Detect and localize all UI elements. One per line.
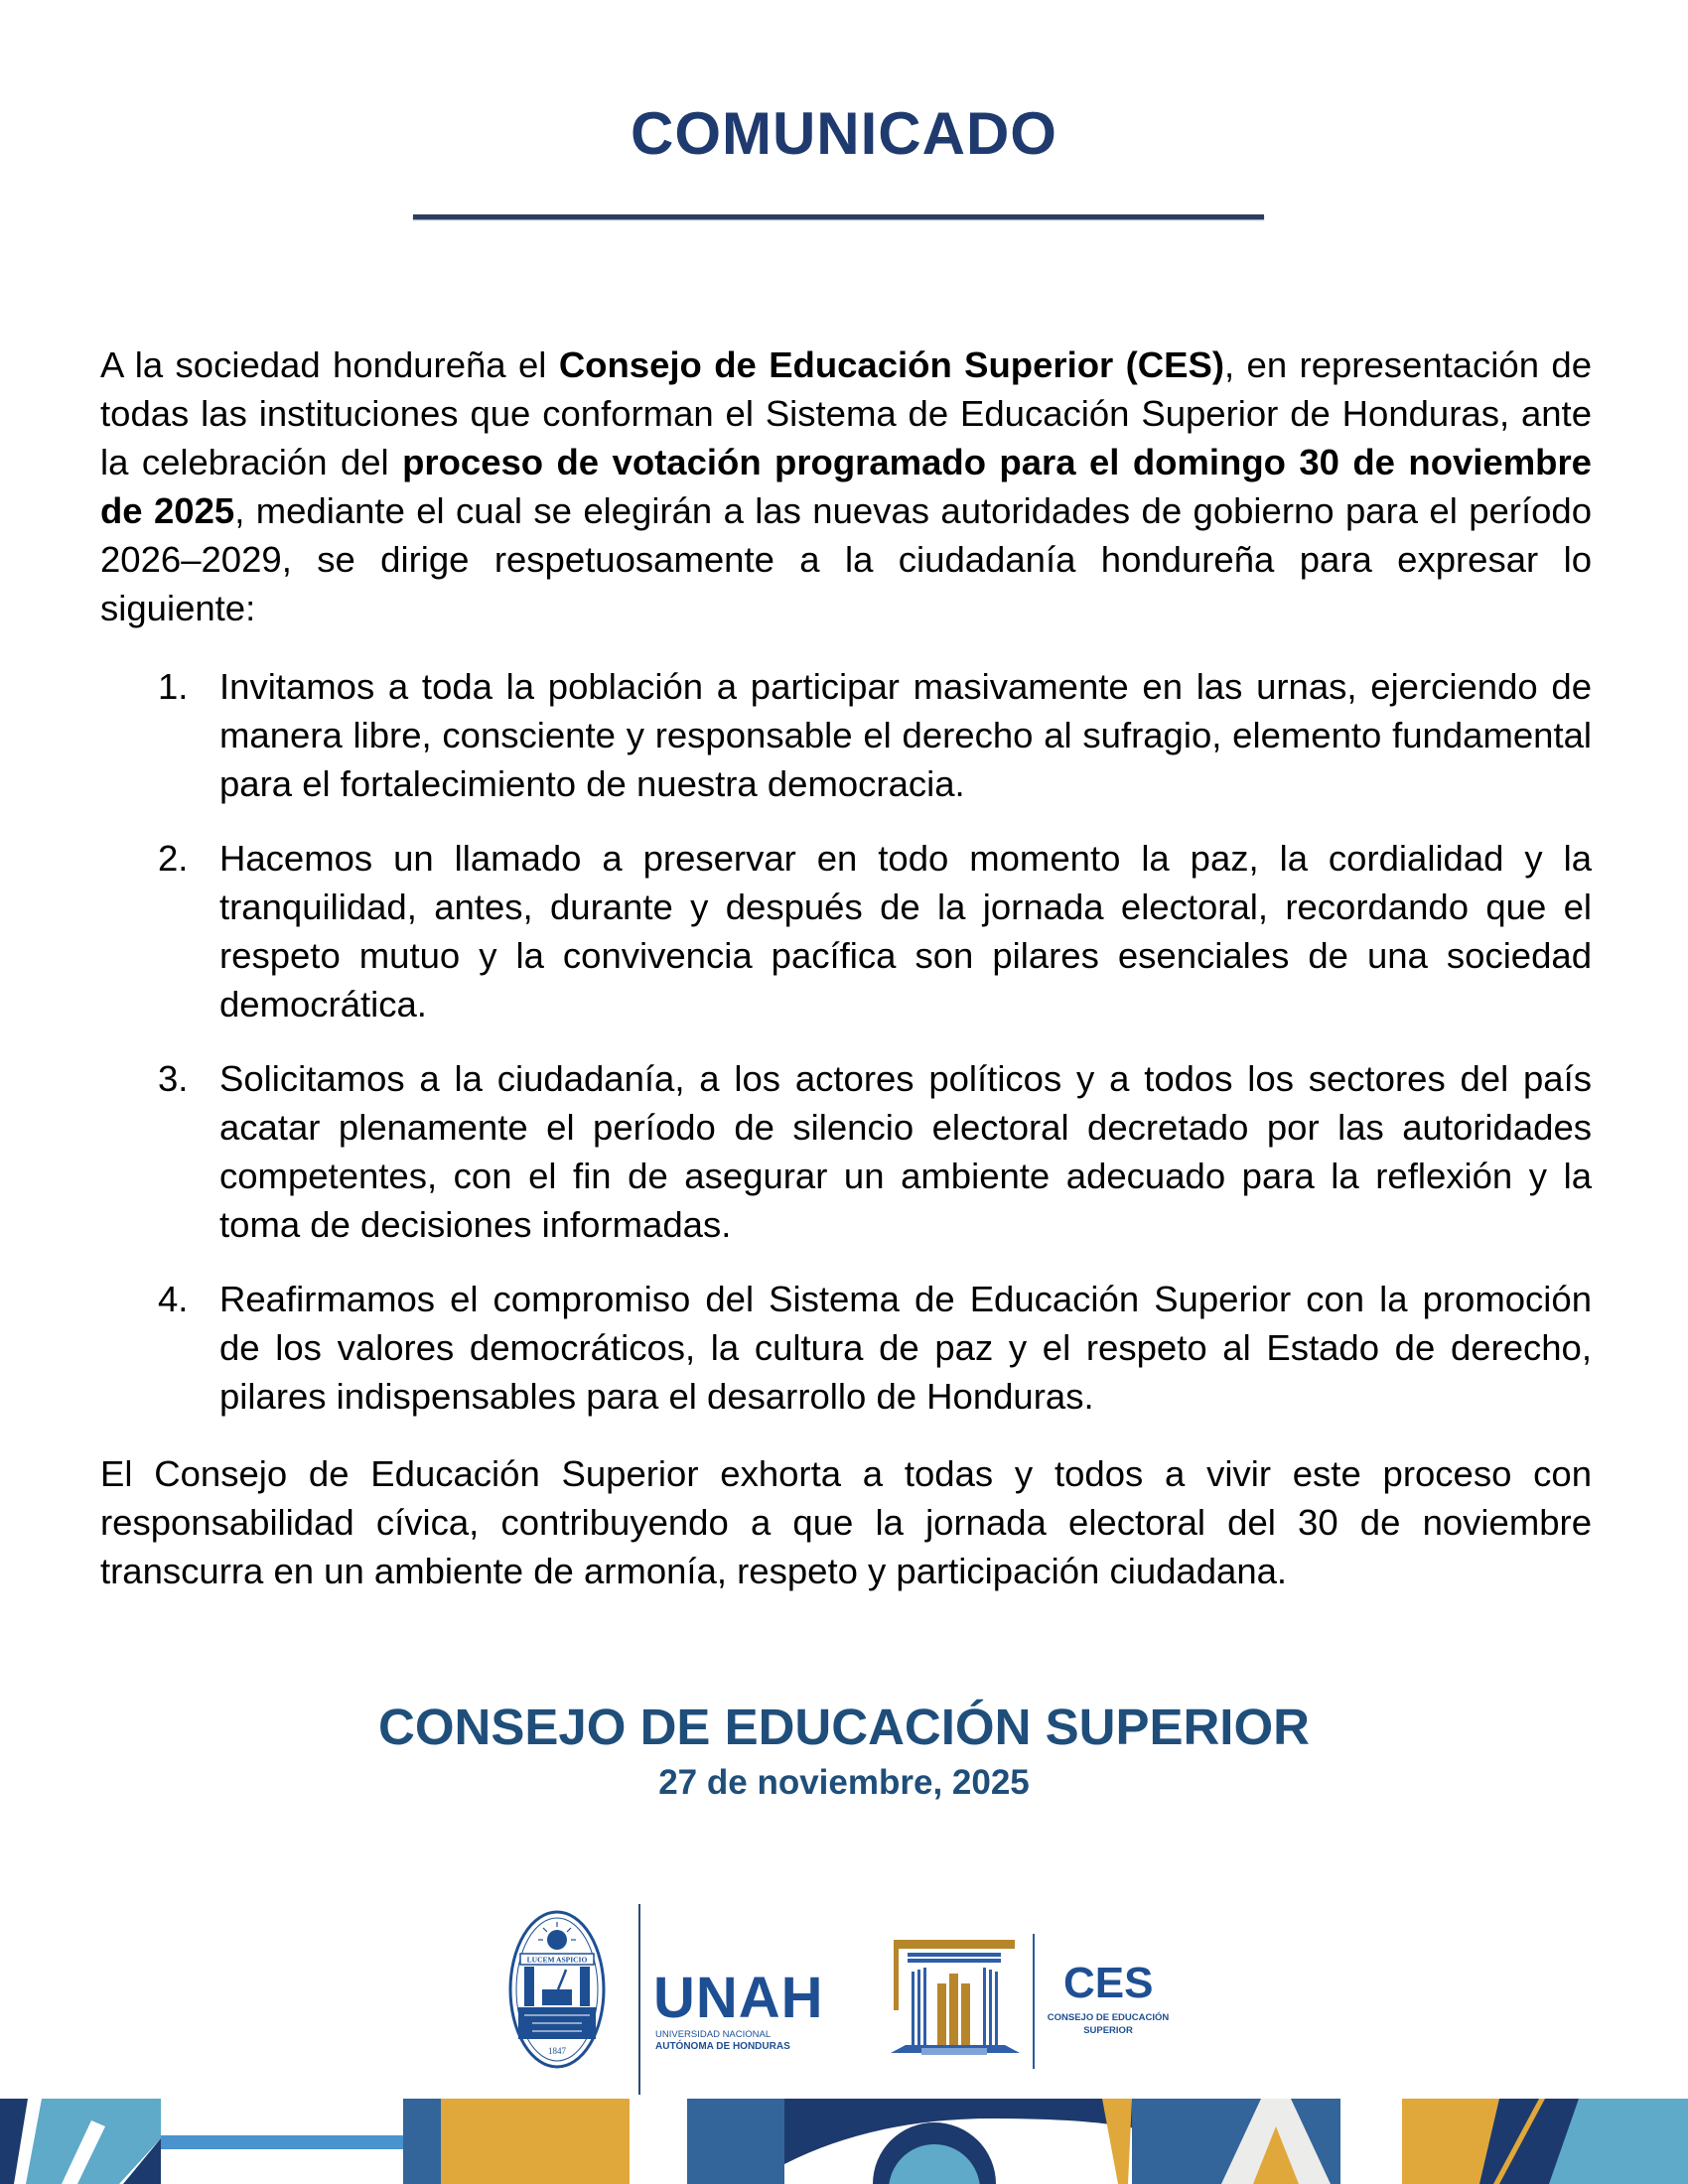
footer-bar-blue [161, 2135, 413, 2149]
signature-organization: CONSEJO DE EDUCACIÓN SUPERIOR [378, 1699, 1310, 1755]
list-item [100, 834, 1592, 1028]
unah-seal-year: 1847 [548, 2046, 566, 2056]
intro-bold-voting-date: proceso de votación programado para el domingo 30 de noviembre de 2025 [100, 442, 1592, 531]
ces-logo-divider [1033, 1934, 1035, 2069]
ces-logo-name: CES [1063, 1959, 1154, 2007]
list-item-number: 3. [158, 1058, 189, 1099]
intro-text-2: , en representación de todas las instituciones que conforman el Sistema de Educación Superior de Honduras, ante la celebración del [100, 344, 1593, 482]
list-item [100, 1054, 1592, 1249]
list-item-text: Hacemos un llamado a preservar en todo momento la paz, la cordialidad y la tranquilidad, antes, durante y después de la jornada electoral, recordando que el respeto mutuo y la convivencia pacífica son pilares esenciales de una sociedad democrática. [219, 838, 1592, 1024]
document-title: COMUNICADO [631, 100, 1057, 167]
footer-block-mid-blue [403, 2099, 441, 2184]
intro-bold-ces: Consejo de Educación Superior (CES) [558, 344, 1225, 385]
unah-logo-name: UNAH [653, 1966, 824, 2030]
list-item-text: Solicitamos a la ciudadanía, a los actores políticos y a todos los sectores del país acatar plenamente el período de silencio electoral decretado por las autoridades competentes, con el fin de asegurar un ambiente adecuado para la reflexión y la toma de decisiones informadas. [219, 1058, 1592, 1245]
signature-date: 27 de noviembre, 2025 [658, 1763, 1030, 1802]
ces-logo-subtitle-1: CONSEJO DE EDUCACIÓN [1047, 2012, 1170, 2023]
unah-logo-subtitle-2: AUTÓNOMA DE HONDURAS [655, 2041, 790, 2052]
footer-block-gold [441, 2099, 630, 2184]
list-item-number: 1. [158, 666, 189, 707]
ces-building-icon [886, 1936, 1025, 2060]
intro-text-1: A la sociedad hondureña el [100, 344, 559, 385]
unah-seal-motto: LUCEM ASPICIO [526, 1955, 588, 1965]
ces-logo-subtitle [1038, 2011, 1179, 2037]
list-item [100, 662, 1592, 808]
footer-block-mid-blue-2 [687, 2099, 784, 2184]
ces-logo-subtitle-2: SUPERIOR [1083, 2025, 1133, 2036]
decorative-footer-band [0, 2099, 1688, 2184]
title-underline-divider [413, 214, 1264, 219]
unah-seal-icon [508, 1910, 606, 2069]
unah-logo-divider [638, 1904, 640, 2095]
list-item-text: Invitamos a toda la población a participar masivamente en las urnas, ejerciendo de manera libre, consciente y responsable el derecho al sufragio, elemento fundamental para el fortalecimiento de nuestra democracia. [219, 666, 1592, 804]
numbered-points-list [100, 662, 1592, 1446]
intro-paragraph [100, 341, 1592, 632]
closing-paragraph: El Consejo de Educación Superior exhorta a todas y todos a vivir este proceso con responsabilidad cívica, contribuyendo a que la jornada electoral del 30 de noviembre transcurra en un ambiente de armonía, respeto y participación ciudadana. [100, 1453, 1592, 1591]
intro-text-3: , mediante el cual se elegirán a las nuevas autoridades de gobierno para el período 2026–2029, se dirige respetuosamente a la ciudadanía hondureña para expresar lo siguiente: [100, 490, 1592, 628]
list-item-number: 4. [158, 1279, 189, 1319]
unah-logo-subtitle-1: UNIVERSIDAD NACIONAL [655, 2029, 772, 2040]
list-item-number: 2. [158, 838, 189, 879]
list-item [100, 1275, 1592, 1421]
list-item-text: Reafirmamos el compromiso del Sistema de Educación Superior con la promoción de los valores democráticos, la cultura de paz y el respeto al Estado de derecho, pilares indispensables para el desarrollo de Honduras. [219, 1279, 1592, 1417]
